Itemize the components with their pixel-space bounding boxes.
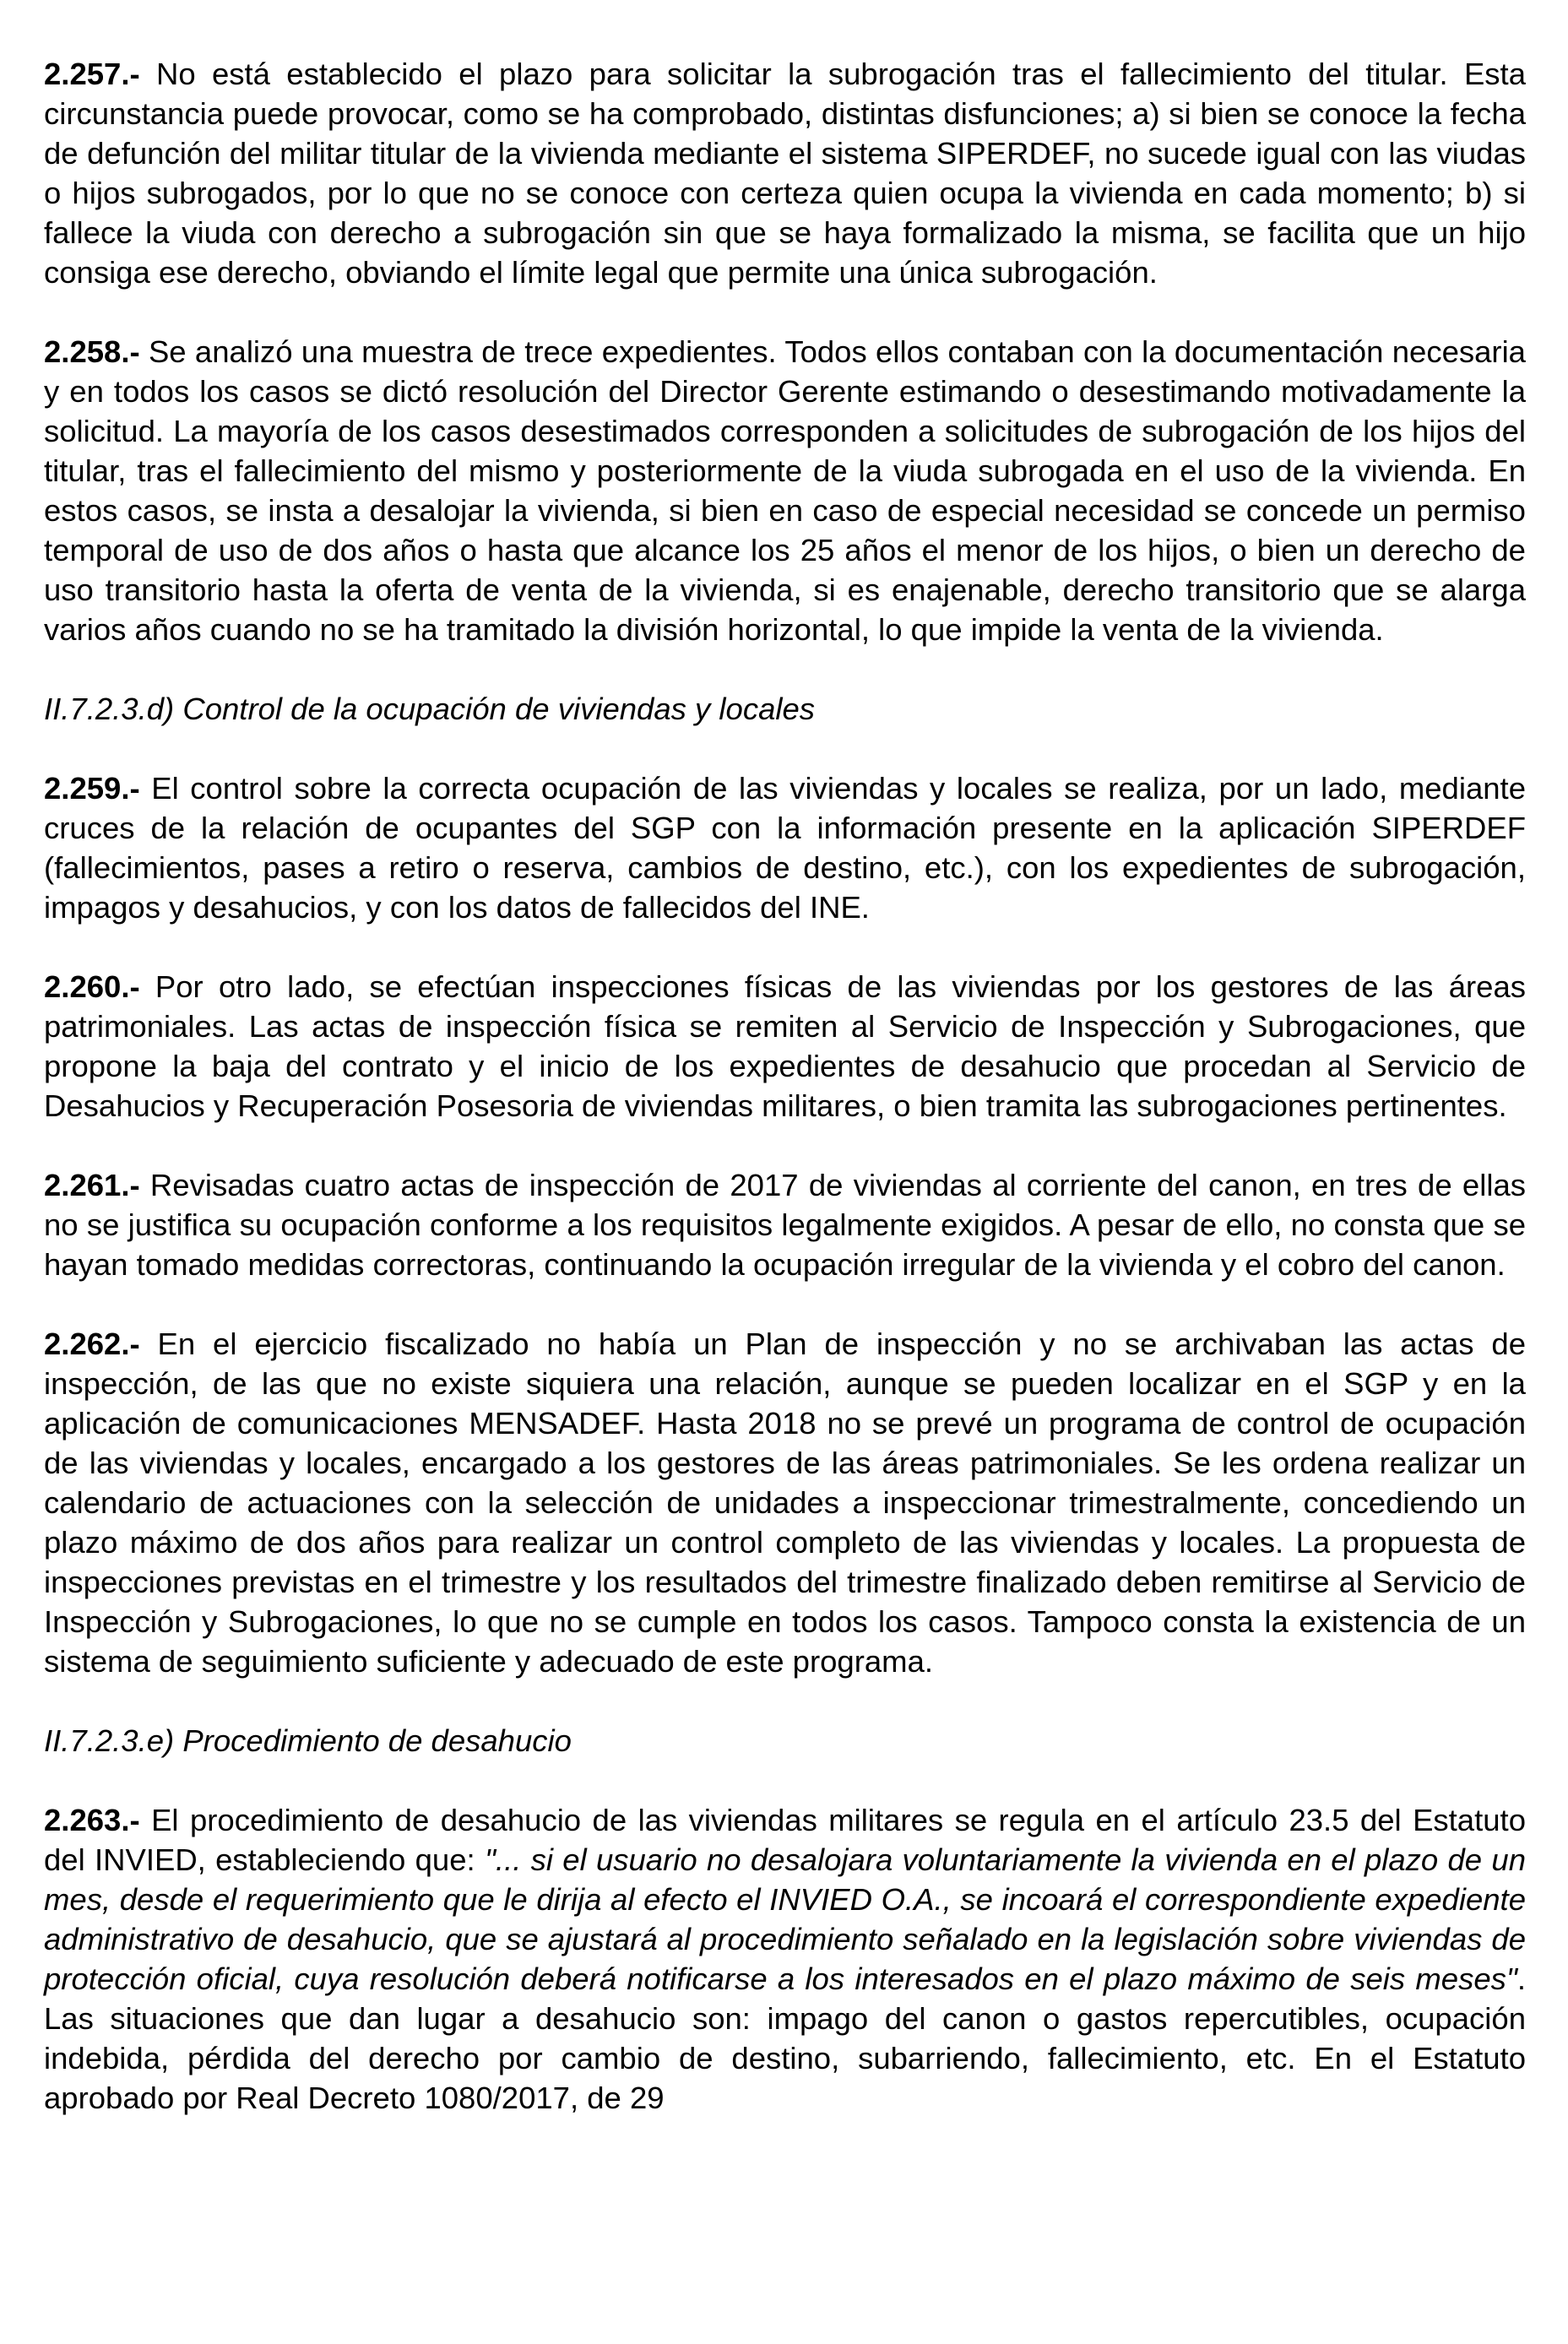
paragraph-number: 2.260.- xyxy=(44,969,140,1004)
paragraph-text: El procedimiento de desahucio de las viviendas militares se regula en el artículo 23.5 del Estatuto del INVIED, estableciendo que: xyxy=(44,1803,1526,1877)
paragraph-text: Por otro lado, se efectúan inspecciones físicas de las viviendas por los gestores de las áreas patrimoniales. Las actas de inspección física se remiten al Servicio de Inspección y Subrogaciones, que propone la baja del contrato y el inicio de los expedientes de desahucio que procedan al Servicio de Desahucios y Recuperación Posesoria de viviendas militares, o bien tramita las subrogaciones pertinentes. xyxy=(44,969,1526,1123)
paragraph-text: El control sobre la correcta ocupación de las viviendas y locales se realiza, por un lado, mediante cruces de la relación de ocupantes del SGP con la información presente en la aplicación SIPERDEF (fallecimientos, pases a retiro o reserva, cambios de destino, etc.), con los expedientes de subrogación, impagos y desahucios, y con los datos de fallecidos del INE. xyxy=(44,771,1526,925)
paragraph-number: 2.261.- xyxy=(44,1168,140,1202)
paragraph-2257 xyxy=(44,54,1526,292)
section-heading-d: II.7.2.3.d) Control de la ocupación de viviendas y locales xyxy=(44,692,816,726)
paragraph-text: Se analizó una muestra de trece expedientes. Todos ellos contaban con la documentación necesaria y en todos los casos se dictó resolución del Director Gerente estimando o desestimando motivadamente la solicitud. La mayoría de los casos desestimados corresponden a solicitudes de subrogación de los hijos del titular, tras el fallecimiento del mismo y posteriormente de la viuda subrogada en el uso de la vivienda. En estos casos, se insta a desalojar la vivienda, si bien en caso de especial necesidad se concede un permiso temporal de uso de dos años o hasta que alcance los 25 años el menor de los hijos, o bien un derecho de uso transitorio hasta la oferta de venta de la vivienda, si es enajenable, derecho transitorio que se alarga varios años cuando no se ha tramitado la división horizontal, lo que impide la venta de la vivienda. xyxy=(44,334,1526,647)
paragraph-text: No está establecido el plazo para solicitar la subrogación tras el fallecimiento del titular. Esta circunstancia puede provocar, como se ha comprobado, distintas disfunciones; a) si bien se conoce la fecha de defunción del militar titular de la vivienda mediante el sistema SIPERDEF, no sucede igual con las viudas o hijos subrogados, por lo que no se conoce con certeza quien ocupa la vivienda en cada momento; b) si fallece la viuda con derecho a subrogación sin que se haya formalizado la misma, se facilita que un hijo consiga ese derecho, obviando el límite legal que permite una única subrogación. xyxy=(44,57,1526,290)
document-page xyxy=(44,54,1526,2157)
paragraph-2259 xyxy=(44,768,1526,927)
paragraph-number: 2.257.- xyxy=(44,57,140,91)
paragraph-2262 xyxy=(44,1324,1526,1681)
paragraph-text-continued: . Las situaciones que dan lugar a desahucio son: impago del canon o gastos repercutibles, ocupación indebida, pérdida del derecho por cambio de destino, subarriendo, fallecimiento, etc. En el Estatuto aprobado por Real Decreto 1080/2017, de 29 xyxy=(44,1961,1526,2115)
paragraph-number: 2.262.- xyxy=(44,1327,140,1361)
paragraph-number: 2.263.- xyxy=(44,1803,140,1837)
paragraph-number: 2.259.- xyxy=(44,771,140,806)
paragraph-2258 xyxy=(44,332,1526,649)
paragraph-2263 xyxy=(44,1800,1526,2118)
paragraph-number: 2.258.- xyxy=(44,334,140,369)
paragraph-2260 xyxy=(44,967,1526,1126)
paragraph-text: En el ejercicio fiscalizado no había un Plan de inspección y no se archivaban las actas de inspección, de las que no existe siquiera una relación, aunque se pueden localizar en el SGP y en la aplicación de comunicaciones MENSADEF. Hasta 2018 no se prevé un programa de control de ocupación de las viviendas y locales, encargado a los gestores de las áreas patrimoniales. Se les ordena realizar un calendario de actuaciones con la selección de unidades a inspeccionar trimestralmente, concediendo un plazo máximo de dos años para realizar un control completo de las viviendas y locales. La propuesta de inspecciones previstas en el trimestre y los resultados del trimestre finalizado deben remitirse al Servicio de Inspección y Subrogaciones, lo que no se cumple en todos los casos. Tampoco consta la existencia de un sistema de seguimiento suficiente y adecuado de este programa. xyxy=(44,1327,1526,1679)
section-heading-e: II.7.2.3.e) Procedimiento de desahucio xyxy=(44,1723,572,1758)
paragraph-2261 xyxy=(44,1165,1526,1284)
statute-quote: "... si el usuario no desalojara voluntariamente la vivienda en el plazo de un mes, desde el requerimiento que le dirija al efecto el INVIED O.A., se incoará el correspondiente expediente administrativo de desahucio, que se ajustará al procedimiento señalado en la legislación sobre viviendas de protección oficial, cuya resolución deberá notificarse a los interesados en el plazo máximo de seis meses" xyxy=(44,1842,1526,1996)
paragraph-text: Revisadas cuatro actas de inspección de 2017 de viviendas al corriente del canon, en tres de ellas no se justifica su ocupación conforme a los requisitos legalmente exigidos. A pesar de ello, no consta que se hayan tomado medidas correctoras, continuando la ocupación irregular de la vivienda y el cobro del canon. xyxy=(44,1168,1526,1282)
